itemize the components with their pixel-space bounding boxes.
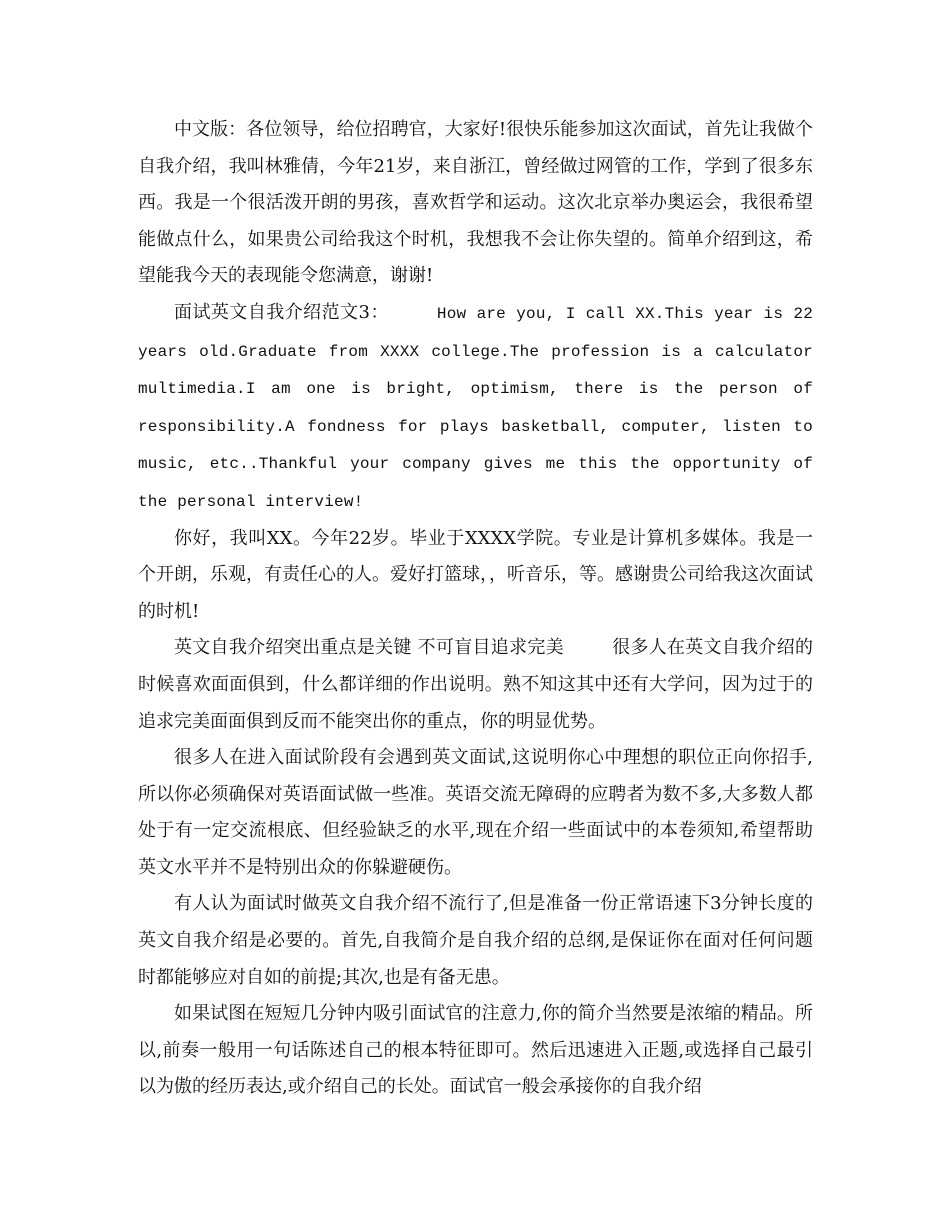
paragraph-english-interview: 很多人在进入面试阶段有会遇到英文面试,这说明你心中理想的职位正向你招手,所以你必须确保对英语面试做一些准。英语交流无障碍的应聘者为数不多,大多数人都处于有一定交流根底、但经验缺乏的水平,现在介绍一些面试中的本卷须知,希望帮助英文水平并不是特别出众的你躲避硬伤。 bbox=[138, 747, 813, 878]
paragraph-chinese-version: 中文版：各位领导，给位招聘官，大家好!很快乐能参加这次面试，首先让我做个自我介绍，我叫林雅倩，今年21岁，来自浙江，曾经做过网管的工作，学到了很多东西。我是一个很活泼开朗的男孩，喜欢哲学和运动。这次北京举办奥运会，我很希望能做点什么，如果贵公司给我这个时机，我想我不会让你失望的。简单介绍到这，希望能我今天的表现能令您满意，谢谢! bbox=[138, 119, 813, 287]
paragraph-sample-3 bbox=[138, 295, 813, 521]
paragraph-chinese-translation: 你好，我叫XX。今年22岁。毕业于XXXX学院。专业是计算机多媒体。我是一个开朗，乐观，有责任心的人。爱好打篮球，，听音乐，等。感谢贵公司给我这次面试的时机! bbox=[138, 527, 813, 622]
paragraph-concise-intro: 如果试图在短短几分钟内吸引面试官的注意力,你的简介当然要是浓缩的精品。所以,前奏一般用一句话陈述自己的根本特征即可。然后迅速进入正题,或选择自己最引以为傲的经历表达,或介绍自己的长处。面试官一般会承接你的自我介绍 bbox=[138, 1003, 813, 1098]
document-body bbox=[138, 112, 813, 1106]
sample-3-heading: 面试英文自我介绍范文3： bbox=[174, 301, 389, 323]
paragraph-tip bbox=[138, 630, 813, 740]
paragraph-three-minute-intro: 有人认为面试时做英文自我介绍不流行了,但是准备一份正常语速下3分钟长度的英文自我介绍是必要的。首先,自我简介是自我介绍的总纲,是保证你在面对任何问题时都能够应对自如的前提;其次,也是有备无患。 bbox=[138, 893, 813, 988]
tip-body: 很多人在英文自我介绍的时候喜欢面面俱到，什么都详细的作出说明。熟不知这其中还有大学问，因为过于的追求完美面面俱到反而不能突出你的重点，你的明显优势。 bbox=[138, 637, 813, 732]
tip-heading: 英文自我介绍突出重点是关键 不可盲目追求完美 bbox=[174, 637, 564, 659]
sample-3-english-text: How are you, I call XX.This year is 22 years old.Graduate from XXXX college.The profession is a calculator multimedia.I am one is bright, optimism, there is the person of responsibility.A fondness for plays basketball, computer, listen to music, etc..Thankful your company gives me this the opportunity of the personal interview! bbox=[138, 304, 813, 511]
